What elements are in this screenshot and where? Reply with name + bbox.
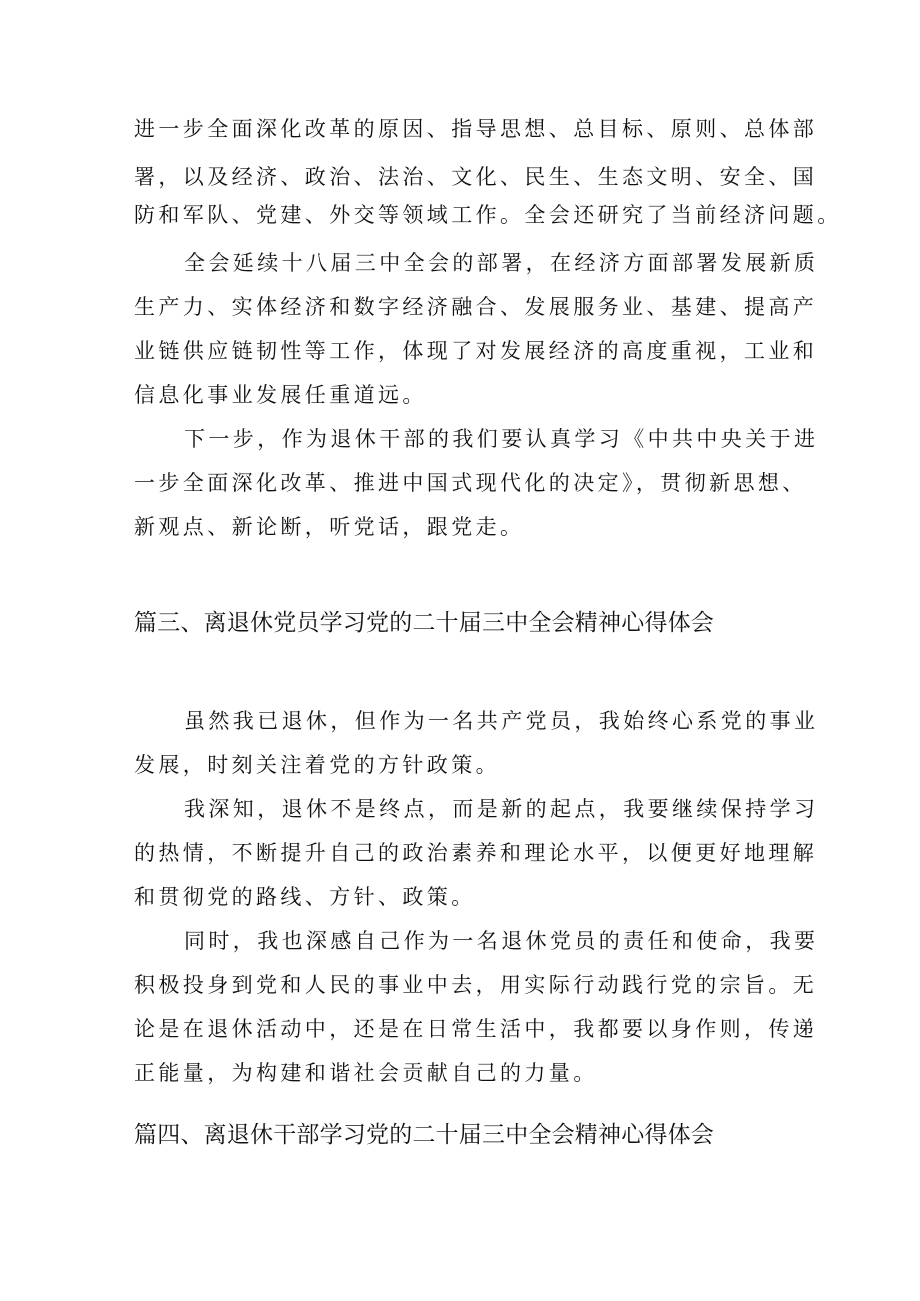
paragraph-line: 论是在退休活动中，还是在日常生活中，我都要以身作则，传递	[134, 1017, 818, 1041]
paragraph-line: 同时，我也深感自己作为一名退休党员的责任和使命，我要	[184, 929, 819, 953]
paragraph-line: 的热情，不断提升自己的政治素养和理论水平，以便更好地理解	[134, 841, 818, 865]
paragraph-line: 积极投身到党和人民的事业中去，用实际行动践行党的宗旨。无	[134, 973, 818, 997]
paragraph-line: 虽然我已退休，但作为一名共产党员，我始终心系党的事业	[184, 709, 819, 733]
paragraph-line: 下一步，作为退休干部的我们要认真学习《中共中央关于进	[184, 427, 819, 451]
paragraph-line: 一步全面深化改革、推进中国式现代化的决定》，贯彻新思想、	[134, 471, 807, 495]
paragraph-line: 生产力、实体经济和数字经济融合、发展服务业、基建、提高产	[134, 295, 818, 319]
paragraph-line: 发展，时刻关注着党的方针政策。	[134, 753, 500, 777]
paragraph-line: 进一步全面深化改革的原因、指导思想、总目标、原则、总体部	[134, 117, 818, 141]
paragraph-line: 新观点、新论断，听党话，跟党走。	[134, 515, 525, 539]
section-heading: 篇三、离退休党员学习党的二十届三中全会精神心得体会	[134, 610, 714, 636]
paragraph-line: 署，以及经济、政治、法治、文化、民生、生态文明、安全、国	[134, 165, 818, 189]
paragraph-line: 信息化事业发展任重道远。	[134, 383, 427, 407]
paragraph-line: 正能量，为构建和谐社会贡献自己的力量。	[134, 1061, 598, 1085]
paragraph-line: 防和军队、党建、外交等领域工作。全会还研究了当前经济问题。	[134, 203, 842, 227]
paragraph-line: 业链供应链韧性等工作，体现了对发展经济的高度重视，工业和	[134, 339, 818, 363]
section-heading: 篇四、离退休干部学习党的二十届三中全会精神心得体会	[134, 1122, 714, 1148]
paragraph-line: 和贯彻党的路线、方针、政策。	[134, 885, 476, 909]
paragraph-line: 全会延续十八届三中全会的部署，在经济方面部署发展新质	[184, 251, 819, 275]
paragraph-line: 我深知，退休不是终点，而是新的起点，我要继续保持学习	[184, 797, 819, 821]
